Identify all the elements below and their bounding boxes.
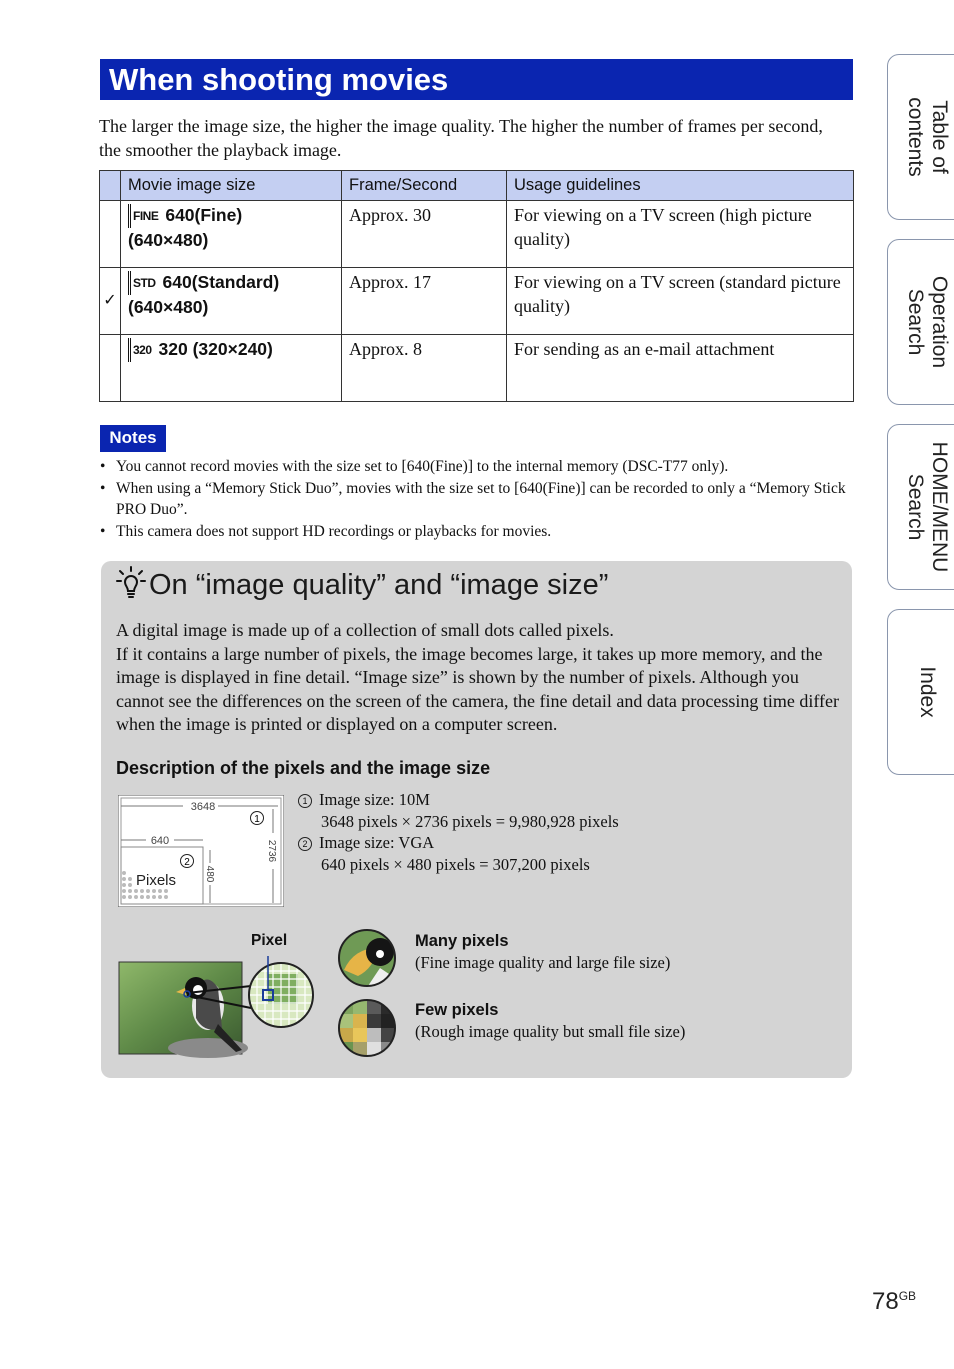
default-check-cell <box>100 335 121 402</box>
table-row <box>100 335 854 402</box>
size-item-detail: 3648 pixels × 2736 pixels = 9,980,928 pixels <box>321 811 619 831</box>
size-dimensions: (640×480) <box>128 230 209 250</box>
usage-cell: For viewing on a TV screen (high picture quality) <box>507 201 854 268</box>
lightbulb-icon <box>116 566 146 600</box>
fps-cell: Approx. 8 <box>342 335 507 402</box>
many-pixels-circle <box>339 930 398 986</box>
movie-size-table <box>99 170 854 402</box>
note-item: • This camera does not support HD recordings or playbacks for movies. <box>99 521 849 542</box>
usage-cell: For viewing on a TV screen (standard picture quality) <box>507 268 854 335</box>
page-number-suffix: GB <box>898 1289 917 1303</box>
notes-label: Notes <box>100 425 166 452</box>
bird-photo <box>119 962 248 1058</box>
description-heading: Description of the pixels and the image size <box>116 758 491 778</box>
magnified-pixel-grid <box>249 956 313 1027</box>
note-item: • You cannot record movies with the size set to [640(Fine)] to the internal memory (DSC-T77 only). <box>99 456 849 477</box>
few-pixels-circle <box>339 1000 395 1056</box>
height-large-label: 2736 <box>266 839 277 863</box>
marker-1: 1 <box>298 794 312 808</box>
size-label: 640(Fine) <box>165 205 243 225</box>
width-small-label: 640 <box>150 835 170 847</box>
size-item-detail: 640 pixels × 480 pixels = 307,200 pixels <box>321 854 590 874</box>
tip-heading <box>116 564 608 606</box>
tab-label: Index <box>916 666 939 718</box>
table-row <box>100 201 854 268</box>
movie-fine-icon: FINE <box>128 204 159 228</box>
few-pixels-desc: (Rough image quality but small file size) <box>415 1022 686 1041</box>
header-check-cell <box>100 171 121 201</box>
few-pixels-title: Few pixels <box>415 1001 499 1019</box>
size-item <box>298 832 619 854</box>
tip-paragraph: A digital image is made up of a collection of small dots called pixels. <box>116 620 614 640</box>
marker-2: 2 <box>298 837 312 851</box>
many-pixels-title: Many pixels <box>415 932 509 950</box>
size-dimensions: (640×480) <box>128 297 209 317</box>
default-check-cell <box>100 201 121 268</box>
size-item-label: Image size: VGA <box>319 833 435 852</box>
note-item: • When using a “Memory Stick Duo”, movies with the size set to [640(Fine)] can be recorded to only a “Memory Stick PRO Duo”. <box>99 478 849 520</box>
size-label: 640(Standard) <box>162 272 280 292</box>
tab-table-of-contents[interactable] <box>887 54 954 220</box>
page-number-value: 78 <box>872 1288 899 1315</box>
size-cell <box>121 268 342 335</box>
pixels-label: Pixels <box>136 872 177 889</box>
tip-body <box>116 619 841 737</box>
usage-cell: For sending as an e-mail attachment <box>507 335 854 402</box>
size-cell <box>121 335 342 402</box>
page-number <box>872 1288 916 1316</box>
notes-list <box>99 456 849 543</box>
checkmark-icon: ✓ <box>103 292 117 309</box>
marker-2: 2 <box>184 857 190 868</box>
size-cell <box>121 201 342 268</box>
tab-label: Operation Search <box>904 275 951 369</box>
width-large-label: 3648 <box>190 801 216 813</box>
header-frame-second: Frame/Second <box>342 171 507 201</box>
fps-cell: Approx. 17 <box>342 268 507 335</box>
image-size-diagram <box>118 795 284 907</box>
size-item-label: Image size: 10M <box>319 790 430 809</box>
tab-operation-search[interactable] <box>887 239 954 405</box>
header-movie-image-size: Movie image size <box>121 171 342 201</box>
header-usage-guidelines: Usage guidelines <box>507 171 854 201</box>
tab-label: HOME/MENU Search <box>904 441 951 573</box>
tab-label: Table of contents <box>904 97 951 177</box>
tip-paragraph: If it contains a large number of pixels, the image becomes large, it takes up more memory, and the image is displayed in fine detail. “Image size” is shown by the number of pixels. Although you cannot see the differences on the screen of the camera, the fine detail and data processing time differ when the image is printed or displayed on a computer screen. <box>116 643 840 734</box>
size-item <box>298 789 619 811</box>
pixel-illustration <box>118 928 418 1058</box>
height-small-label: 480 <box>204 865 215 883</box>
movie-standard-icon: STD <box>128 271 157 295</box>
tab-home-menu-search[interactable] <box>887 424 954 590</box>
image-size-list <box>298 789 619 875</box>
many-pixels-desc: (Fine image quality and large file size) <box>415 953 671 972</box>
default-check-cell <box>100 268 121 335</box>
pixel-label: Pixel <box>251 932 288 949</box>
section-title: When shooting movies <box>100 59 853 100</box>
size-label: 320 (320×240) <box>158 339 273 359</box>
tip-heading-text: On “image quality” and “image size” <box>149 569 609 601</box>
fps-cell: Approx. 30 <box>342 201 507 268</box>
tab-index[interactable] <box>887 609 954 775</box>
table-header-row <box>100 171 854 201</box>
movie-320-icon: 320 <box>128 338 153 362</box>
table-row <box>100 268 854 335</box>
marker-1: 1 <box>254 814 260 825</box>
intro-paragraph: The larger the image size, the higher the image quality. The higher the number of frames per second, the smoother the playback image. <box>99 116 823 160</box>
